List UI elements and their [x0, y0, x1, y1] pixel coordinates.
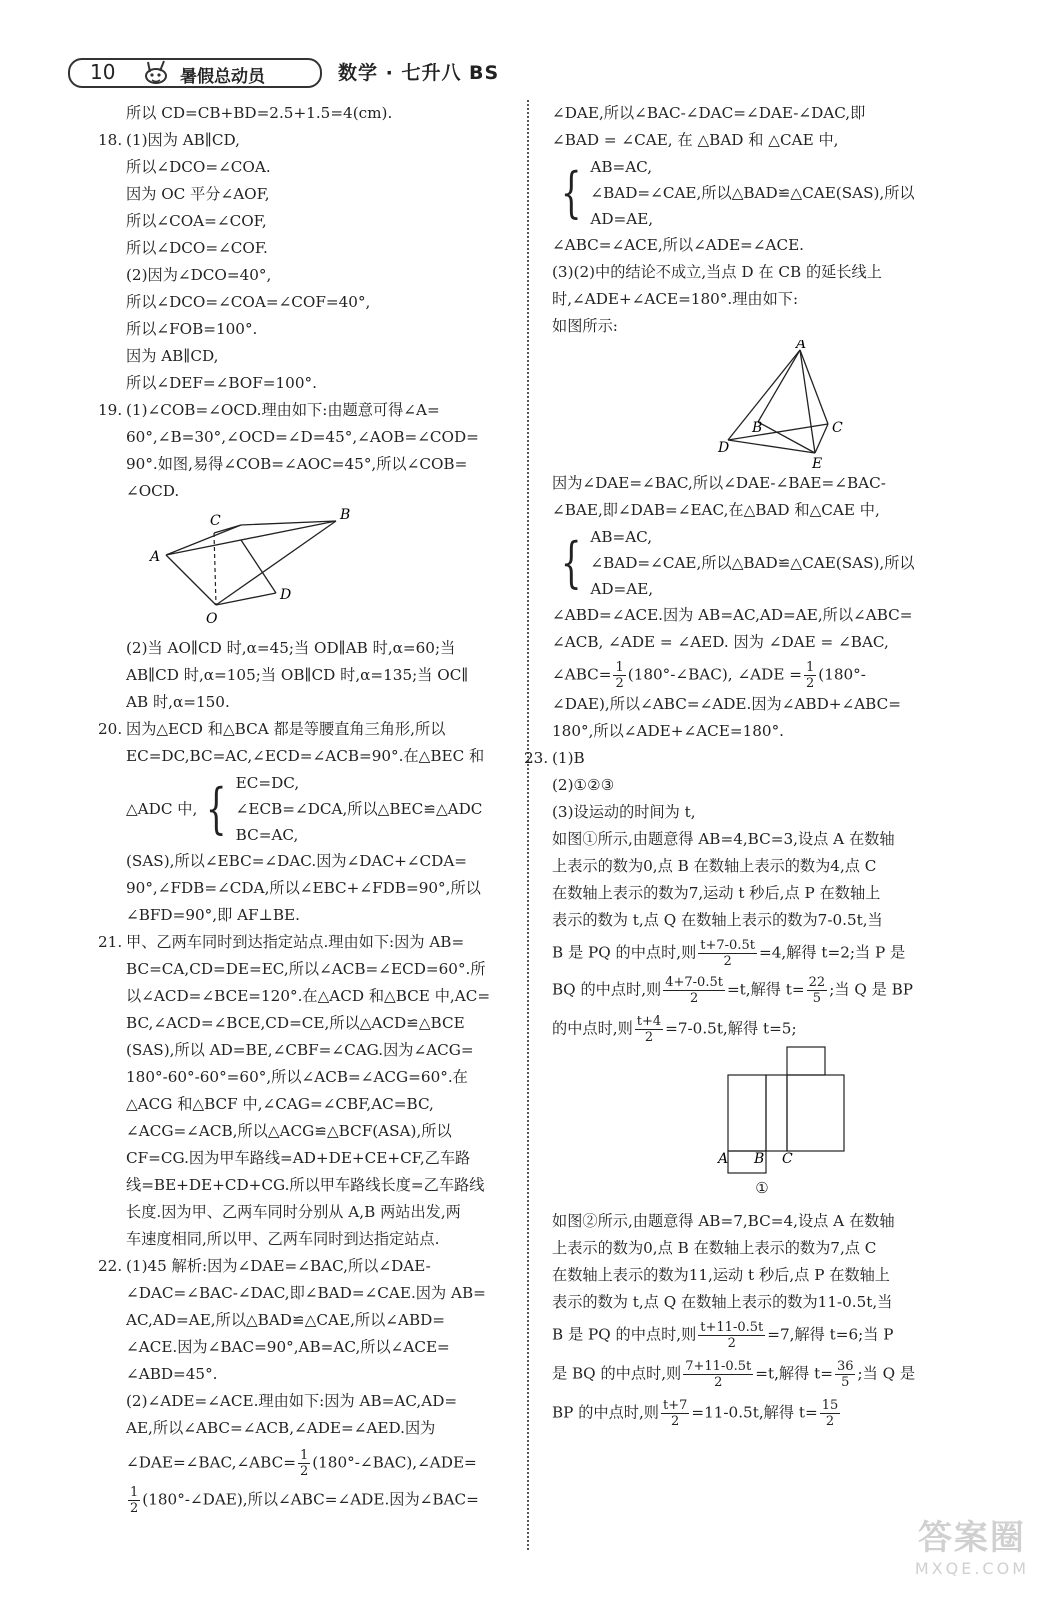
- fig1-label-c: C: [782, 1151, 793, 1167]
- fig19-label-b: B: [340, 507, 351, 523]
- figure-1: [552, 1045, 992, 1175]
- question-20: 20. 因为△ECD 和△BCA 都是等腰直角三角形,所以 EC=DC,BC=AC,∠ECD=∠ACB=90°.在△BEC 和 △ADC 中, { EC=DC, ∠ECB=∠DCA,所以△BEC≌△ADC BC=AC, (SAS),所以∠EBC=∠DAC.因为∠DAC+∠CDA= 90°,∠FDB=∠CDA,所以∠EBC+∠FDB=90°,所以 ∠BFD=90°,即 AF⊥BE.: [98, 720, 485, 924]
- figure-19: [126, 505, 508, 635]
- fig22-label-b: B: [752, 420, 763, 436]
- fig19-label-o: O: [206, 611, 218, 627]
- fig19-label-d: D: [280, 587, 292, 603]
- right-column: ∠DAE,所以∠BAC-∠DAC=∠DAE-∠DAC,即 ∠BAD = ∠CAE, 在 △BAD 和 △CAE 中, { AB=AC, ∠BAD=∠CAE,所以△BAD≌△CAE(SAS),所以 AD=AE, ∠ABC=∠ACE,所以∠ADE=∠ACE. (3)(2)中的结论不成立,当点 D 在 CB 的延长线上 时,∠ADE+∠ACE=180°.理由如下: 如图所示: A B C D E 因为∠DAE=∠BAC,所以∠DAE-∠BAE=∠BAC- ∠BAE,即∠DAB=∠EAC,在△BAD 和△CAE 中, { AB=AC, ∠BAD=∠CAE,所以△BAD≌△CAE(SAS),所以 AD=AE, ∠ABD=∠ACE.因为 AB=AC,AD=AE,所以∠ABC= ∠ACB, ∠ADE = ∠AED. 因为 ∠DAE = ∠BAC, ∠ABC= $\frac{1}{2}$ (180°-∠BAC), ∠ADE = $\frac{1}{2}$ (180°- ∠DAE),所以∠ABC=∠ADE.因为∠ABD+∠ABC= 180°,所以∠ADE+∠ACE=180°. 23. (1)B (2)①②③ (3)设运动的时间为 t, 如图①所示,由题意得 AB=4,BC=3,设点 A 在数轴 上表示的数为0,点 B 在数轴上表示的数为4,点 C 在数轴上表示的数为7,运动 t 秒后,点 P 在数轴上 表示的数为 t,点 Q 在数轴上表示的数为7-0.5t,当 B 是 PQ 的中点时,则 $\frac{t+7-0.5t}{2}$ =4,解得 t=2;当 P 是 BQ 的中点时,则 $\frac{4+7-0.5t}{2}$ =t,解得 t= $\frac{22}{5}$ ;当 Q 是 BP 的中点时,则 $\frac{t+4}{2}$ =7-0.5t,解得 t=5; A B C ① 如图②所示,由题意得 AB=7,BC=4,设点 A 在数轴 上表示的数为0,点 B 在数轴上表示的数为7,点 C 在数轴上表示的数为11,运动 t 秒后,点 P 在数轴上 表示的数为 t,点 Q 在数轴上表示的数为11-0.5t,当 B 是 PQ 的中点时,则 $\frac{t+11-0.5t}{2}$ =7,解得 t=6;当 P 是 BQ 的中点时,则 $\frac{7+11-0.5t}{2}$ =t,解得 t= $\frac{36}{5}$ ;当 Q 是 BP 的中点时,则 $\frac{t+7}{2}$ =11-0.5t,解得 t= $\frac{15}{2}$: [552, 100, 992, 1429]
- fig22-label-e: E: [812, 456, 823, 470]
- figure-22: [552, 340, 992, 470]
- question-21: 21. 甲、乙两车同时到达指定站点.理由如下:因为 AB= BC=CA,CD=DE=EC,所以∠ACB=∠ECD=60°.所 以∠ACD=∠BCE=120°.在△ACD 和△BCE 中,AC= BC,∠ACD=∠BCE,CD=CE,所以△ACD≌△BCE (SAS),所以 AD=BE,∠CBF=∠CAG.因为∠ACG= 180°-60°-60°=60°,所以∠ACB=∠ACG=60°.在 △ACG 和△BCF 中,∠CAG=∠CBF,AC=BC, ∠ACG=∠ACB,所以△ACG≌△BCF(ASA),所以 CF=CG.因为甲车路线=AD+DE+CE+CF,乙车路 线=BE+DE+CD+CG.所以甲车路线长度=乙车路线 长度.因为甲、乙两车同时分别从 A,B 两站出发,两 车速度相同,所以甲、乙两车同时到达指定站点.: [98, 933, 491, 1248]
- left-column: [98, 100, 508, 1516]
- fig19-label-a: A: [150, 549, 161, 565]
- question-18: 18. (1)因为 AB∥CD, 所以∠DCO=∠COA. 因为 OC 平分∠AOF, 所以∠COA=∠COF, 所以∠DCO=∠COF. (2)因为∠DCO=40°, 所以∠DCO=∠COA=∠COF=40°, 所以∠FOB=100°. 因为 AB∥CD, 所以∠DEF=∠BOF=100°.: [98, 131, 371, 392]
- text-line: 所以 CD=CB+BD=2.5+1.5=4(cm).: [126, 104, 393, 122]
- figure-1-caption: ①: [755, 1179, 769, 1197]
- fig19-label-c: C: [210, 513, 221, 529]
- fig22-label-a: A: [796, 340, 807, 352]
- bee-mascot-icon: [138, 54, 174, 94]
- page-number: 10: [90, 60, 116, 84]
- series-title: 暑假总动员: [180, 67, 265, 87]
- question-19: 19. (1)∠COB=∠OCD.理由如下:由题意可得∠A= 60°,∠B=30°,∠OCD=∠D=45°,∠AOB=∠COD= 90°.如图,易得∠COB=∠AOC=45°,所以∠COB= ∠OCD. C B A D O (2)当 AO∥CD 时,α=45;当 OD∥AB 时,α=60;当 AB∥CD 时,α=105;当 OB∥CD 时,α=135;当 OC∥ AB 时,α=150.: [98, 397, 508, 716]
- page-header: [68, 52, 988, 90]
- question-22: 22. (1)45 解析:因为∠DAE=∠BAC,所以∠DAE- ∠DAC=∠BAC-∠DAC,即∠BAD=∠CAE.因为 AB= AC,AD=AE,所以△BAD≌△CAE,所以∠ABD= ∠ACE.因为∠BAC=90°,AB=AC,所以∠ACE= ∠ABD=45°. (2)∠ADE=∠ACE.理由如下:因为 AB=AC,AD= AE,所以∠ABC=∠ACB,∠ADE=∠AED.因为 ∠DAE=∠BAC,∠ABC= $\frac{1}{2}$ (180°-∠BAC),∠ADE= $\frac{1}{2}$ (180°-∠DAE),所以∠ABC=∠ADE.因为∠BAC=: [98, 1257, 486, 1516]
- fig1-label-a: A: [718, 1151, 729, 1167]
- fig22-label-c: C: [832, 420, 843, 436]
- fig22-label-d: D: [718, 440, 730, 456]
- header-badge: [68, 58, 322, 88]
- watermark: 答案圈 MXQE.COM: [914, 1518, 1029, 1578]
- fig1-label-b: B: [754, 1151, 765, 1167]
- subject-title: 数学 · 七升八 BS: [338, 62, 500, 84]
- question-23: 23. (1)B (2)①②③ (3)设运动的时间为 t, 如图①所示,由题意得 AB=4,BC=3,设点 A 在数轴 上表示的数为0,点 B 在数轴上表示的数为4,点 C 在数轴上表示的数为7,运动 t 秒后,点 P 在数轴上 表示的数为 t,点 Q 在数轴上表示的数为7-0.5t,当 B 是 PQ 的中点时,则 $\frac{t+7-0.5t}{2}$ =4,解得 t=2;当 P 是 BQ 的中点时,则 $\frac{4+7-0.5t}{2}$ =t,解得 t= $\frac{22}{5}$ ;当 Q 是 BP 的中点时,则 $\frac{t+4}{2}$ =7-0.5t,解得 t=5;: [524, 749, 914, 1045]
